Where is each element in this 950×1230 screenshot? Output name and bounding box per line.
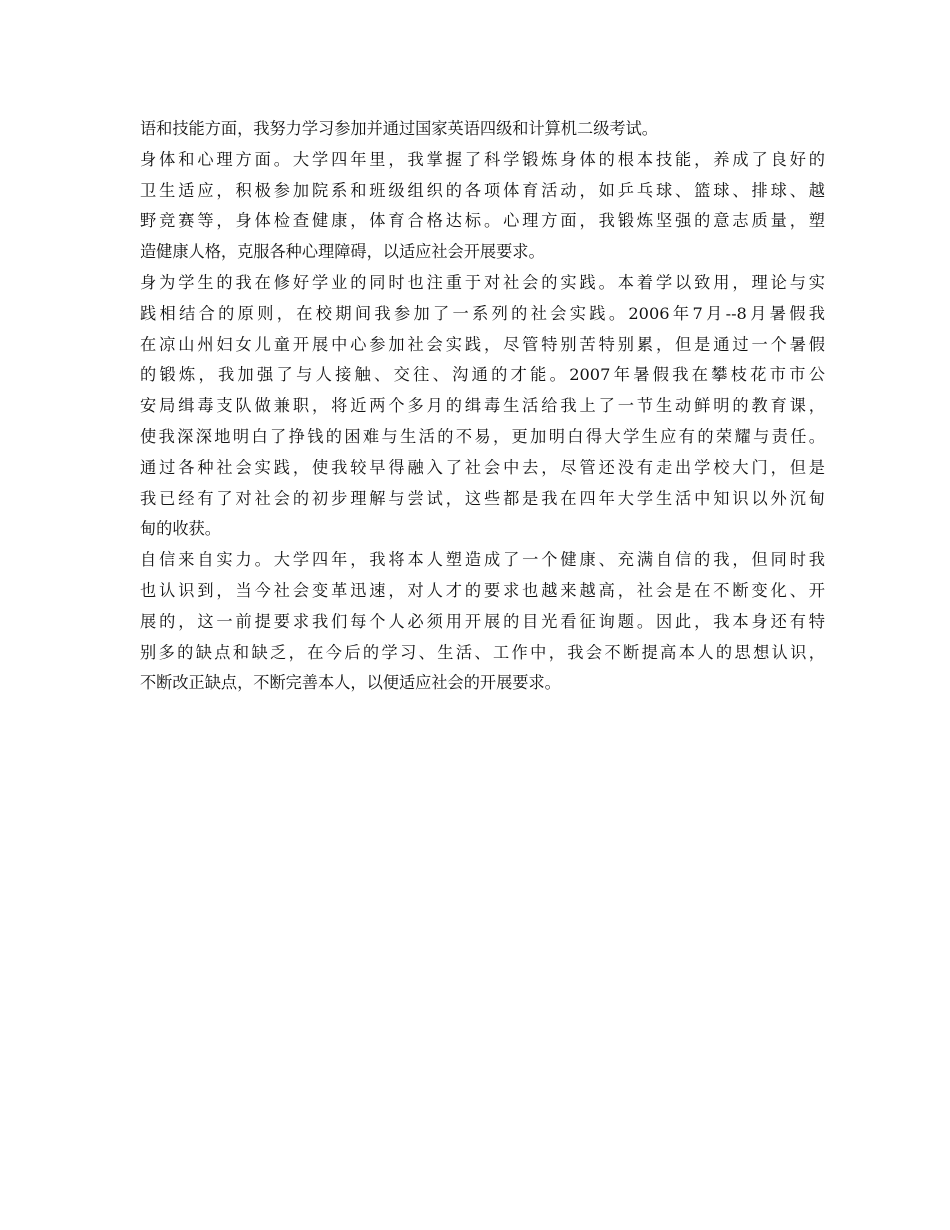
paragraph-line: 卫生适应，积极参加院系和班级组织的各项体育活动，如乒乓球、篮球、排球、越 xyxy=(140,180,825,200)
paragraph-line: 也认识到，当今社会变革迅速，对人才的要求也越来越高，社会是在不断变化、开 xyxy=(140,580,825,600)
paragraph-line: 安局缉毒支队做兼职，将近两个多月的缉毒生活给我上了一节生动鲜明的教育课， xyxy=(140,396,825,416)
paragraph-line: 身体和心理方面。大学四年里，我掌握了科学锻炼身体的根本技能，养成了良好的 xyxy=(140,149,825,169)
paragraph-line: 践相结合的原则，在校期间我参加了一系列的社会实践。2006年7月--8月暑假我 xyxy=(140,303,825,323)
paragraph-line: 通过各种社会实践，使我较早得融入了社会中去，尽管还没有走出学校大门，但是 xyxy=(140,457,825,477)
paragraph-line: 别多的缺点和缺乏，在今后的学习、生活、工作中，我会不断提高本人的思想认识， xyxy=(140,642,825,662)
paragraph-line: 使我深深地明白了挣钱的困难与生活的不易，更加明白得大学生应有的荣耀与责任。 xyxy=(140,426,825,446)
paragraph-line: 在凉山州妇女儿童开展中心参加社会实践，尽管特别苦特别累，但是通过一个暑假 xyxy=(140,334,825,354)
paragraph-skills xyxy=(140,114,825,145)
paragraph-line: 的锻炼，我加强了与人接触、交往、沟通的才能。2007年暑假我在攀枝花市市公 xyxy=(140,365,825,385)
paragraph-line: 自信来自实力。大学四年，我将本人塑造成了一个健康、充满自信的我，但同时我 xyxy=(140,550,825,570)
paragraph-line: 甸的收获。 xyxy=(140,519,221,539)
paragraph-line: 不断改正缺点，不断完善本人，以便适应社会的开展要求。 xyxy=(140,673,561,693)
paragraph-line: 身为学生的我在修好学业的同时也注重于对社会的实践。本着学以致用，理论与实 xyxy=(140,272,825,292)
paragraph-line: 野竞赛等，身体检查健康，体育合格达标。心理方面，我锻炼坚强的意志质量，塑 xyxy=(140,211,825,231)
paragraph-physical-mental xyxy=(140,145,825,268)
paragraph-line: 展的，这一前提要求我们每个人必须用开展的目光看征询题。因此，我本身还有特 xyxy=(140,611,825,631)
paragraph-social-practice xyxy=(140,268,825,545)
document-body xyxy=(140,114,825,699)
paragraph-confidence xyxy=(140,545,825,699)
paragraph-line: 造健康人格，克服各种心理障碍，以适应社会开展要求。 xyxy=(140,242,545,262)
paragraph-line: 语和技能方面，我努力学习参加并通过国家英语四级和计算机二级考试。 xyxy=(140,119,658,138)
paragraph-line: 我已经有了对社会的初步理解与尝试，这些都是我在四年大学生活中知识以外沉甸 xyxy=(140,488,825,508)
